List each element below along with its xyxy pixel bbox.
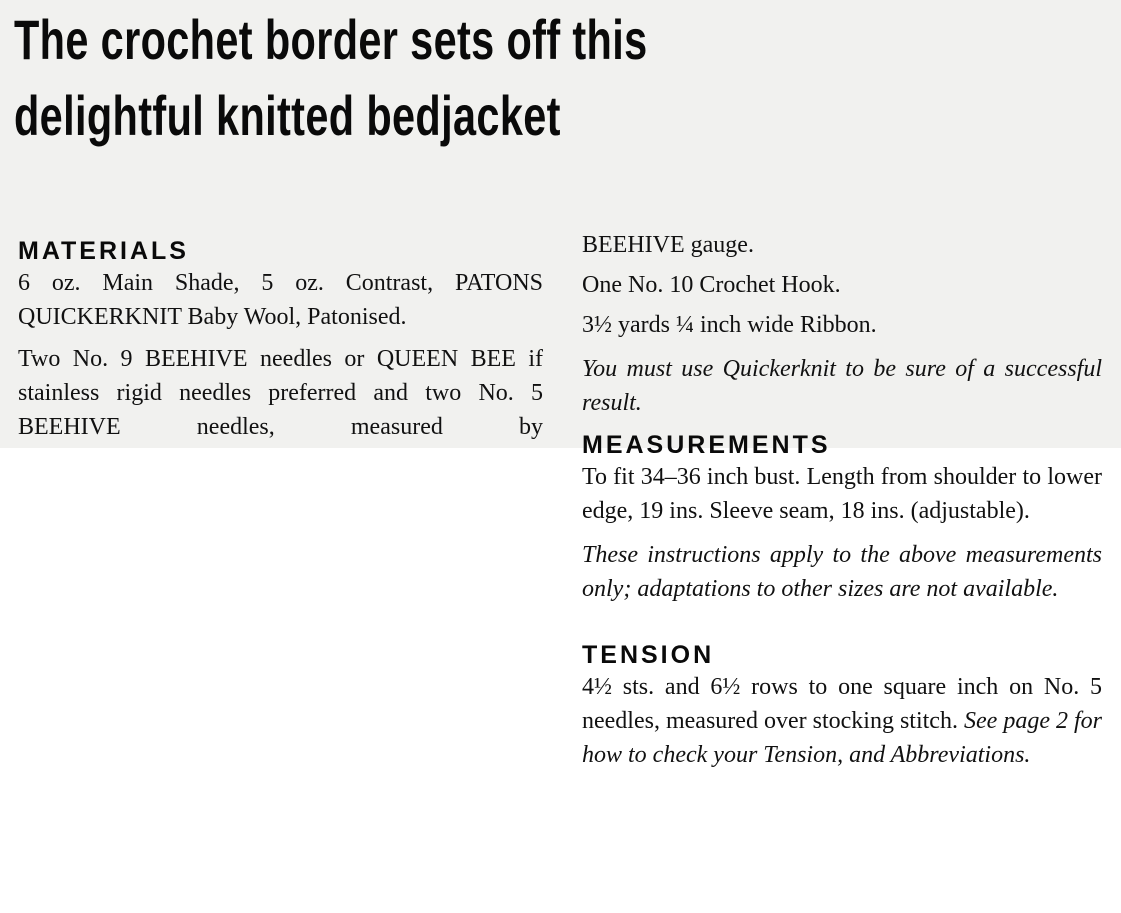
materials-gauge-text: BEEHIVE gauge. (582, 232, 754, 258)
title-line-1: The crochet border sets off this (14, 8, 648, 71)
tension-note: See page 2 for how to check your Tension, and Abbreviations. (582, 708, 1103, 768)
left-column (18, 236, 543, 452)
measurements-heading: MEASUREMENTS (582, 431, 831, 459)
materials-hook-text: One No. 10 Crochet Hook. (582, 272, 841, 298)
title-line-2: delightful knitted bedjacket (14, 84, 561, 147)
measurements-text: To fit 34–36 inch bust. Length from shoulder to lower edge, 19 ins. Sleeve seam, 18 ins. (adjustable). (582, 464, 1102, 524)
materials-heading: MATERIALS (18, 237, 189, 265)
right-column (582, 228, 1102, 780)
measurements-note: These instructions apply to the above measurements only; adaptations to other sizes are not available. (582, 542, 1102, 602)
tension-paragraph (582, 670, 1102, 772)
tension-text: 4½ sts. and 6½ rows to one square inch on No. 5 needles, measured over stocking stitch. (582, 674, 1102, 734)
tension-heading: TENSION (582, 641, 715, 669)
materials-ribbon-text: 3½ yards ¼ inch wide Ribbon. (582, 312, 877, 338)
materials-yarn-text: 6 oz. Main Shade, 5 oz. Contrast, PATONS QUICKERKNIT Baby Wool, Patonised. (18, 270, 543, 330)
materials-note: You must use Quickerknit to be sure of a successful result. (582, 356, 1102, 416)
materials-needles-text: Two No. 9 BEEHIVE needles or QUEEN BEE if stainless rigid needles preferred and two No. 5 BEEHIVE needles, measured by (18, 346, 543, 440)
page-title (14, 2, 648, 154)
